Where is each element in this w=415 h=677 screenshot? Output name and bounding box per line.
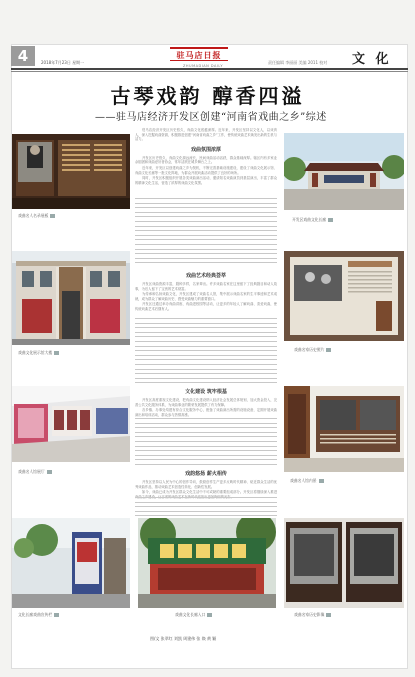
text-lines-1 (135, 198, 277, 267)
photo-interior (284, 386, 404, 472)
photo-building-image (12, 251, 130, 345)
page-number: 4 (11, 46, 35, 66)
photo-history (284, 251, 404, 341)
photo-entrance-image (138, 518, 276, 608)
photo-hall (12, 386, 130, 462)
camera-icon (328, 218, 333, 222)
header-rule (11, 68, 408, 70)
article-body-2 (135, 268, 277, 313)
header-rule-thin (11, 71, 408, 72)
caption-6: 戏曲名人馆内景 (290, 478, 324, 484)
section-label: 文 化 (352, 52, 392, 67)
article-body-3 (135, 384, 277, 418)
photo-building (12, 251, 130, 345)
paragraph: 近年来，开发区以创建戏曲之乡为契机，不断完善基础设施建设，建设了戏曲文化展示馆、戏曲文化长廊等一批文化阵地，为群众开展戏曲活动提供了良好的场所。 (135, 165, 277, 175)
photo-name-board (12, 134, 130, 209)
paper-name-en: ZHUMADIAN DAILY (183, 64, 224, 68)
caption-4: 戏曲名家历史照片 (294, 347, 331, 353)
paragraph: 如今，戏曲已成为开发区群众文化生活中不可或缺的重要组成部分。开发区将继续深入推进 (142, 490, 277, 495)
text-lines-2 (135, 318, 277, 387)
caption-2: 开发区戏曲文化长廊 (292, 217, 333, 223)
paragraph: 开发区坚持以人民为中心的创作导向，鼓励创作生产更多反映时代精神、贴近群众生活的优秀戏曲作品，推动戏曲艺术创造性转化、创新性发展。 (135, 480, 277, 489)
article-subtitle: ——驻马店经济开发区创建“河南省戏曲之乡”综述 (95, 112, 327, 123)
camera-icon (326, 613, 331, 617)
editor-line: 责任编辑 李丽丽 美编 2011 校对 (268, 60, 328, 65)
photo-bulletin-image (12, 518, 130, 608)
photo-bulletin (12, 518, 130, 608)
paper-logo (170, 47, 228, 61)
paper-name: 驻马店日报 (176, 50, 222, 60)
paragraph: 开发区高度重视文化建设，把戏曲文化建设纳入经济社会发展总体规划，加大资金投入，完善公共文化服务体系，为戏曲事业的繁荣发展提供了有力保障。 (135, 398, 277, 407)
paragraph: 为传承和弘扬戏曲文化，开发区建成了戏曲名人馆，集中展示戏曲名家的生平事迹和艺术成就，成为群众了解戏曲历史、感受戏曲魅力的重要窗口。 (135, 292, 277, 301)
caption-1: 戏曲名人名录展板 (18, 213, 55, 219)
camera-icon (326, 348, 331, 352)
date-line: 2018年7月23日 星期一 (41, 60, 85, 65)
caption-3: 戏曲文化展示馆大楼 (18, 350, 59, 356)
caption-9: 戏曲名家历史影像 (294, 612, 331, 618)
photo-archive-image (284, 518, 404, 608)
photo-corridor-image (284, 133, 404, 210)
section-heading-4: 戏韵悠扬 薪火相传 (185, 471, 227, 477)
camera-icon (319, 479, 324, 483)
camera-icon (50, 214, 55, 218)
text-lines-4 (135, 497, 277, 520)
section-heading-1: 戏曲氛围浓厚 (190, 146, 221, 153)
article-lead: 驻马店经济开发区历史悠久，戏曲文化底蕴深厚。近年来，开发区坚持以文化人，以戏育人，深入挖掘戏曲资源，积极推进创建“河南省戏曲之乡”工作，使传统戏曲艺术焕发出新的生机与活力。 (135, 128, 277, 142)
photo-hall-image (12, 386, 130, 462)
camera-icon (207, 613, 212, 617)
paragraph: 开发区历史悠久，戏曲文化源远流长，民间戏曲活动活跃，群众基础深厚。辖区内有多家业余剧团和戏曲爱好者协会，常年活跃在城乡舞台之上。 (135, 155, 277, 165)
photo-history-image (284, 251, 404, 341)
article-body (135, 128, 277, 186)
article-title: 古琴戏韵 醇香四溢 (110, 84, 305, 108)
camera-icon (54, 351, 59, 355)
photo-entrance (138, 518, 276, 608)
photo-interior-image (284, 386, 404, 472)
photo-credit: 图/文 张翠红 刘凯 周建伟 张 焕 黄 颖 (150, 636, 217, 641)
caption-5: 戏曲名人馆展厅 (18, 469, 52, 475)
photo-corridor (284, 133, 404, 210)
section-heading-3: 文化建设 筑牢根基 (185, 389, 227, 395)
article-body-4 (135, 466, 277, 500)
photo-archive (284, 518, 404, 608)
paragraph: 同时，开发区积极组织开展各类戏曲演出活动，邀请知名戏曲演员到基层演出，丰富了群众的精神文化生活，营造了浓厚的戏曲文化氛围。 (135, 176, 277, 185)
paragraph: 开发区戏曲资源丰富，剧种多样，名家辈出。许多戏曲名家在这里留下了经典剧目和动人故事，为后人留下了宝贵的艺术财富。 (135, 282, 277, 291)
caption-8: 戏曲文化长廊入口 (175, 612, 212, 618)
text-lines-3 (135, 418, 277, 469)
paragraph: 各乡镇、办事处均建有综合文化服务中心，配备了戏曲演出所需的设施设备，定期开展戏曲演出和培训活动，群众参与热情高涨。 (135, 408, 277, 417)
camera-icon (47, 470, 52, 474)
paragraph: 开发区还通过举办戏曲讲座、戏曲进校园等活动，让更多的年轻人了解戏曲、喜爱戏曲，使传统戏曲艺术后继有人。 (135, 302, 277, 311)
photo-name-board-image (12, 134, 130, 209)
caption-7: 文化长廊戏曲宣传栏 (18, 612, 59, 618)
camera-icon (54, 613, 59, 617)
section-heading-2: 戏曲艺术经典荟萃 (185, 273, 226, 279)
